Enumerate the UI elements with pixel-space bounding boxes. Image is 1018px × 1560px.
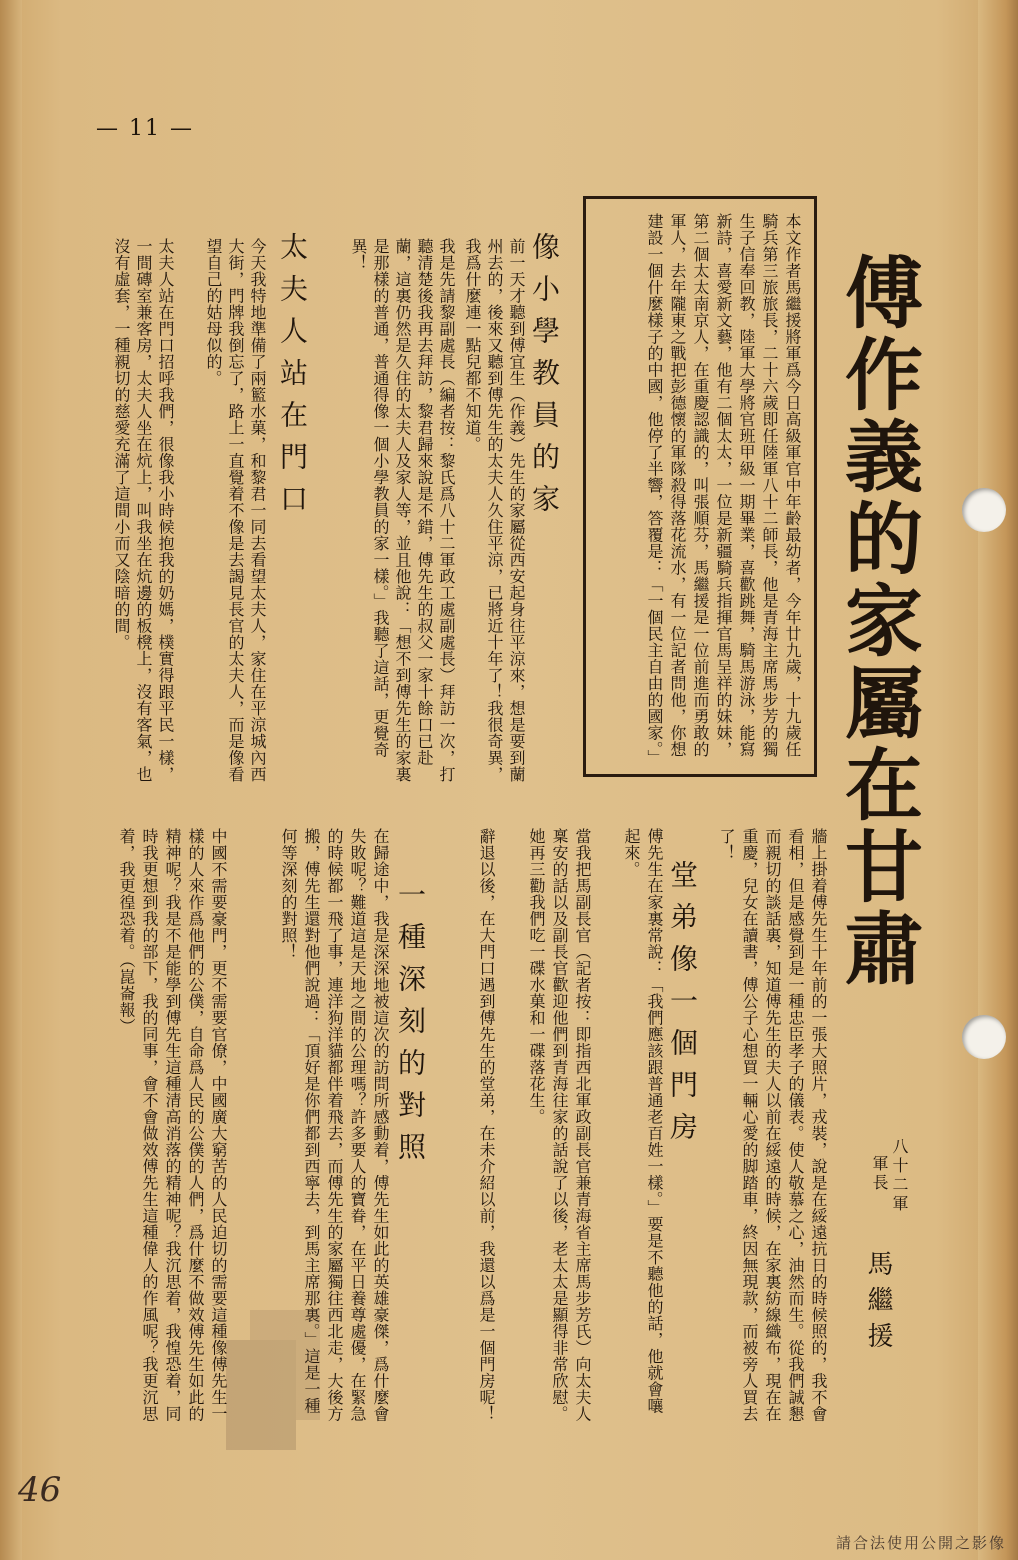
- section-4-paragraph-3: 辭退以後，在大門口遇到傅先生的堂弟，在未介紹以前，我還以爲是一個門房呢！: [477, 828, 496, 1422]
- intro-box: [583, 196, 817, 777]
- binder-hole-bottom: [962, 1015, 1006, 1059]
- section-1-title: 像小學教員的家: [528, 232, 561, 526]
- section-2-paragraph-2: 太夫人站在門口招呼我們，很像我小時候抱我的奶媽，樸實得跟平民一樣，一間磚室兼客房，太夫人坐在炕上，叫我坐在炕邊的板櫈上，沒有客氣，也沒有虛套，一種親切的慈愛充滿了這間小而又陰暗的間。: [112, 238, 175, 783]
- section-2-title: 太夫人站在門口: [276, 232, 309, 526]
- byline-rank-line2: 軍長: [870, 1155, 889, 1193]
- archive-stamp: [220, 1300, 330, 1460]
- byline-author: 馬繼援: [863, 1250, 893, 1358]
- section-5-title: 一種深刻的對照: [394, 880, 427, 1174]
- binder-hole-top: [962, 488, 1006, 532]
- section-4-paragraph-1: 傅先生在家裏常說：「我們應該跟普通老百姓一樣。」要是不聽他的話，他就會嚷起來。: [622, 828, 664, 1414]
- left-paper-edge: [0, 0, 22, 1560]
- section-4-title: 堂弟像一個門房: [666, 860, 699, 1154]
- section-4-paragraph-2: 當我把馬副長官（記者按：即指西北軍政副長官兼青海省主席馬步芳氏）向太夫人稟安的話以及副長官歡迎他們到青海往家的話說了以後，老太太是顯得非常欣慰。她再三勸我們吃一碟水菓和一碟落花生。: [527, 828, 592, 1422]
- section-1-paragraph-1: 前一天才聽到傅宜生（作義）先生的家屬從西安起身往平涼來，想是要到蘭州去的，後來又聽到傅先生的太夫人久住平涼，已將近十年了！我很奇異，我爲什麼連一點兒都不知道。: [463, 238, 526, 783]
- right-paper-edge: [978, 0, 1018, 1560]
- section-5-paragraph-2: 中國不需要豪門，更不需要官僚，中國廣大窮苦的人民迫切的需要這種像傅先生一樣的人來作爲他們的公僕，自命爲人民的公僕的人們，爲什麼不做效傅先生如此的精神呢？我是不是能學到傅先生這種清高消落的精神呢？我沉思着，我惶恐着，同時我更想到我的部下，我的同事，會不會做效傅先生這種偉人的作風呢？我更沉思着，我更徨恐着。（崑崙報）: [117, 828, 228, 1422]
- section-5-paragraph-1: 在歸途中，我是深深地被這次的訪問所感動着，傅先生如此的英雄豪傑，爲什麼會失敗呢？難道這是天地之間的公理嗎？許多要人的寶眷，在平日養尊處優，在緊急的時候都一飛了事，連洋狗洋貓都伴着飛去，而傅先生的家屬獨往西北走，大後方搬，傅先生還對他們說過：「頂好是你們都到西寧去，到馬主席那裏。」這是一種何等深刻的對照！: [279, 828, 390, 1422]
- headline: 傅作義的家屬在甘肅: [832, 252, 923, 990]
- byline-rank-line1: 八十二軍: [890, 1138, 909, 1214]
- page-number: — 11 —: [96, 116, 194, 141]
- section-1-paragraph-2: 我是先請黎副處長（編者按：黎氏爲八十二軍政工處副處長）拜訪一次，打聽清楚後我再去拜訪，黎君歸來說是不錯，傅先生的叔父一家十餘口已赴蘭，這裏仍然是久住的太夫人及家人等，並且他說：「想不到傅先生的家裏是那樣的普通，普通得像一個小學教員的家一樣。」我聽了這話，更覺奇異！: [349, 238, 456, 783]
- copyright-notice: 請合法使用公開之影像: [835, 1534, 1006, 1552]
- section-3-paragraph: 牆上掛着傅先生十年前的一張大照片，戎裝，說是在綏遠抗日的時候照的，我不會看相，但是感覺到是一種忠臣孝子的儀表。使人敬慕之心，油然而生。從我們誠懇而親切的談話裏，知道傅先生的夫人以前在綏遠的時候，在家裏紡線織布，現在在重慶，兒女在讀書，傅公子心想買一輛心愛的脚踏車，終因無現款，而被旁人買去了！: [717, 828, 828, 1422]
- folio-mark: 46: [18, 1470, 62, 1510]
- section-2-paragraph-1: 今天我特地準備了兩籃水菓，和黎君一同去看望太夫人，家住在平涼城內西大街，門牌我倒忘了，路上一直覺着不像是去謁見長官的太夫人，而是像看望自己的姑母似的。: [204, 238, 267, 783]
- intro-paragraph: 本文作者馬繼援將軍爲今日高級軍官中年齡最幼者，今年廿九歲，十九歲任騎兵第三旅旅長，二十六歲即任陸軍八十二師長，他是青海主席馬步芳的獨生子信奉回教，陸軍大學將官班甲級一期畢業，喜歡跳舞，騎馬游泳，能寫新詩，喜愛新文藝，他有二個太太，一位是新疆騎兵指揮官馬呈祥的妹妹，第二個太太南京人，在重慶認識的，叫張順芬，馬繼援是一位前進而勇敢的軍人，去年隴東之戰把彭德懷的軍隊殺得落花流水，有一位記者問他，你想建設一個什麼樣子的中國，他停了半響，答覆是：「一個民主自由的國家。」: [645, 213, 802, 766]
